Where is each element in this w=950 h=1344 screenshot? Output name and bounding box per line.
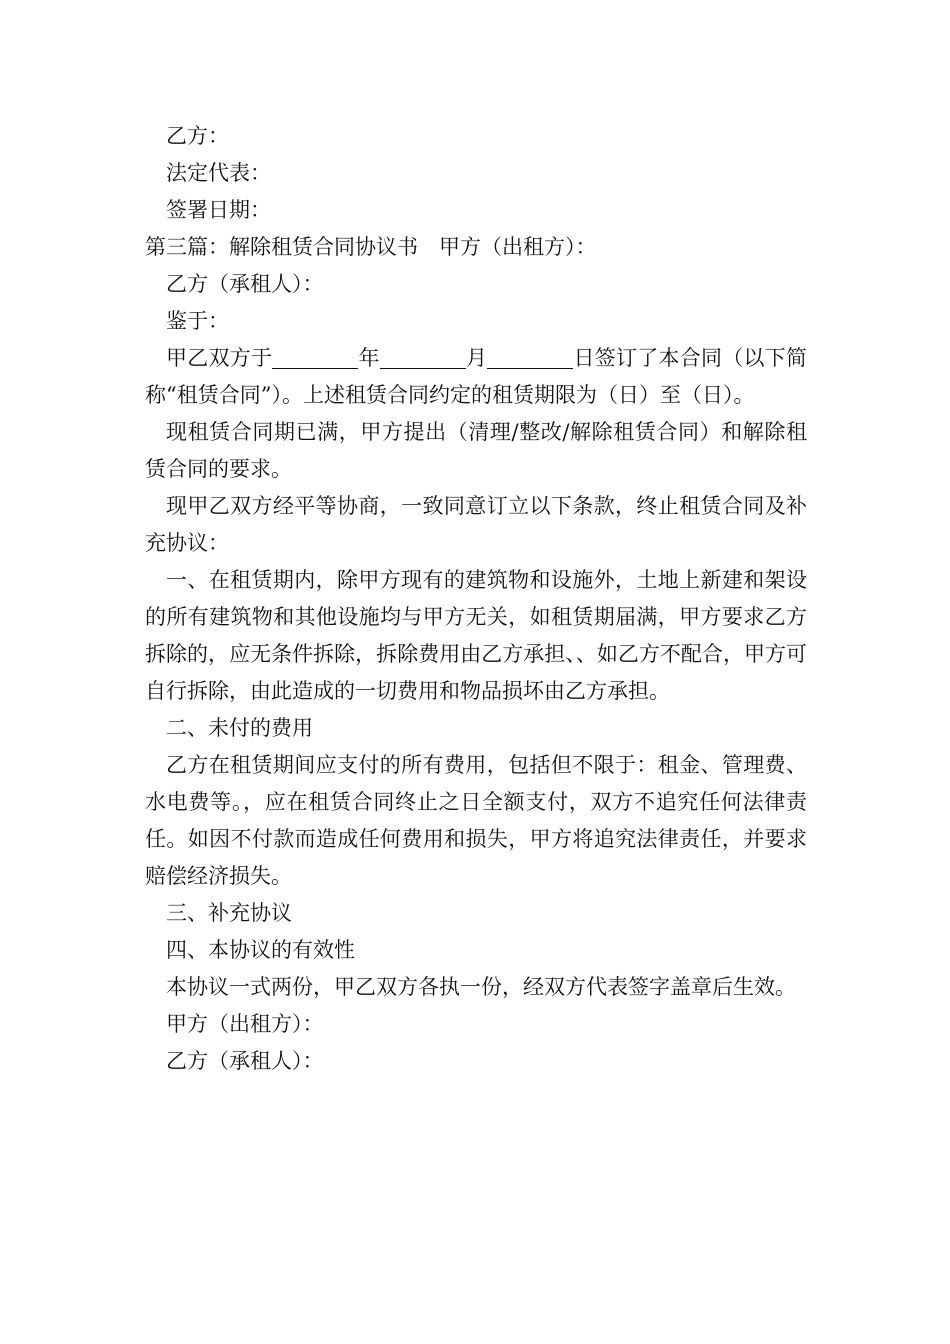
clause-2-body: 乙方在租赁期间应支付的所有费用，包括但不限于：租金、管理费、水电费等。，应在租赁合同终止之日全额支付，双方不追究任何法律责任。如因不付款而造成任何费用和损失，甲方将追究法律责任，并要求赔偿经济损失。	[145, 753, 807, 888]
clause-2-title: 二、未付的费用	[166, 716, 313, 740]
clause-4-body: 本协议一式两份，甲乙双方各执一份，经双方代表签字盖章后生效。	[166, 975, 796, 999]
party-b-label: 乙方：	[166, 124, 229, 148]
document-page	[145, 118, 807, 1080]
blank-year	[272, 346, 358, 369]
clause-4-title: 四、本协议的有效性	[166, 938, 355, 962]
signed-prefix: 甲乙双方于	[166, 346, 273, 370]
signed-suffix: 日签订了本合同（以下简称“租赁合同”）。上述租赁合同约定的租赁期限为（日）至（日）。	[145, 346, 807, 407]
blank-month	[380, 346, 466, 369]
legal-representative-label: 法定代表：	[166, 161, 271, 185]
party-b-lessee-sign: 乙方（承租人）：	[166, 1049, 324, 1073]
party-a-lessor-sign: 甲方（出租方）：	[166, 1012, 324, 1036]
paragraph-expired: 现租赁合同期已满，甲方提出（清理/整改/解除租赁合同）和解除租赁合同的要求。	[145, 420, 807, 481]
month-label: 月	[465, 346, 488, 370]
clause-1: 一、在租赁期内，除甲方现有的建筑物和设施外，土地上新建和架设的所有建筑物和其他设施均与甲方无关，如租赁期届满，甲方要求乙方拆除的，应无条件拆除，拆除费用由乙方承担、、如乙方不配合，甲方可自行拆除，由此造成的一切费用和物品损坏由乙方承担。	[145, 568, 807, 703]
sign-date-label: 签署日期：	[166, 198, 271, 222]
clause-3-title: 三、补充协议	[166, 901, 292, 925]
paragraph-agree: 现甲乙双方经平等协商，一致同意订立以下条款，终止租赁合同及补充协议：	[145, 494, 807, 555]
paragraph-signed	[145, 340, 807, 414]
whereas-label: 鉴于：	[166, 309, 229, 333]
section-title: 第三篇：解除租赁合同协议书 甲方（出租方）：	[145, 235, 597, 259]
year-label: 年	[358, 346, 380, 370]
blank-day	[487, 346, 573, 369]
party-b-lessee-label: 乙方（承租人）：	[166, 272, 324, 296]
